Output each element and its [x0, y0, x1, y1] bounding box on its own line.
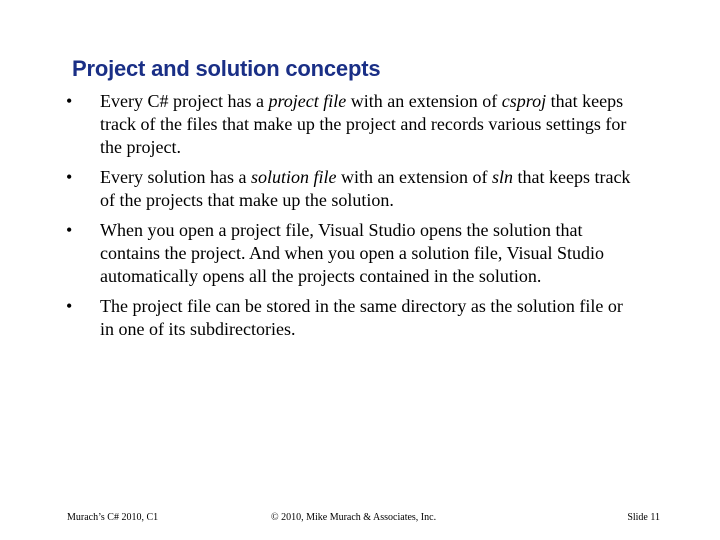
- bullet-item: [60, 90, 640, 159]
- text-run: that keeps track of the projects that make up the solution.: [100, 167, 631, 210]
- bullet-dot-icon: •: [66, 167, 73, 187]
- slide-title: Project and solution concepts: [72, 56, 381, 81]
- footer-book-title: Murach’s C# 2010, C1: [67, 512, 159, 523]
- text-run: When you open a project file, Visual Studio opens the solution that contains the project. And when you open a solution file, Visual Studio automatically opens all the projects contained in the solution.: [100, 220, 605, 286]
- text-run: Every solution has a: [100, 167, 251, 187]
- bullet-item: [60, 295, 640, 341]
- text-run: with an extension of: [346, 91, 502, 111]
- text-run: The project file can be stored in the same directory as the solution file or in one of its subdirectories.: [100, 296, 623, 339]
- bullet-dot-icon: •: [66, 296, 73, 316]
- bullet-dot-icon: •: [66, 91, 73, 111]
- text-run: Every C# project has a: [100, 91, 269, 111]
- bullet-text: [100, 295, 640, 341]
- italic-term: project file: [268, 91, 347, 111]
- bullet-text: [100, 219, 640, 288]
- bullet-text: [100, 90, 640, 159]
- bullet-item: [60, 166, 640, 212]
- footer-copyright: © 2010, Mike Murach & Associates, Inc.: [271, 512, 437, 523]
- italic-term: solution file: [250, 167, 337, 187]
- bullet-list: [60, 90, 640, 348]
- italic-term: csproj: [501, 91, 547, 111]
- footer-slide-number: Slide 11: [627, 512, 660, 523]
- text-run: that keeps track of the files that make up the project and records various settings for the project.: [100, 91, 627, 157]
- italic-term: sln: [491, 167, 513, 187]
- bullet-item: [60, 219, 640, 288]
- bullet-text: [100, 166, 640, 212]
- text-run: with an extension of: [336, 167, 492, 187]
- bullet-dot-icon: •: [66, 220, 73, 240]
